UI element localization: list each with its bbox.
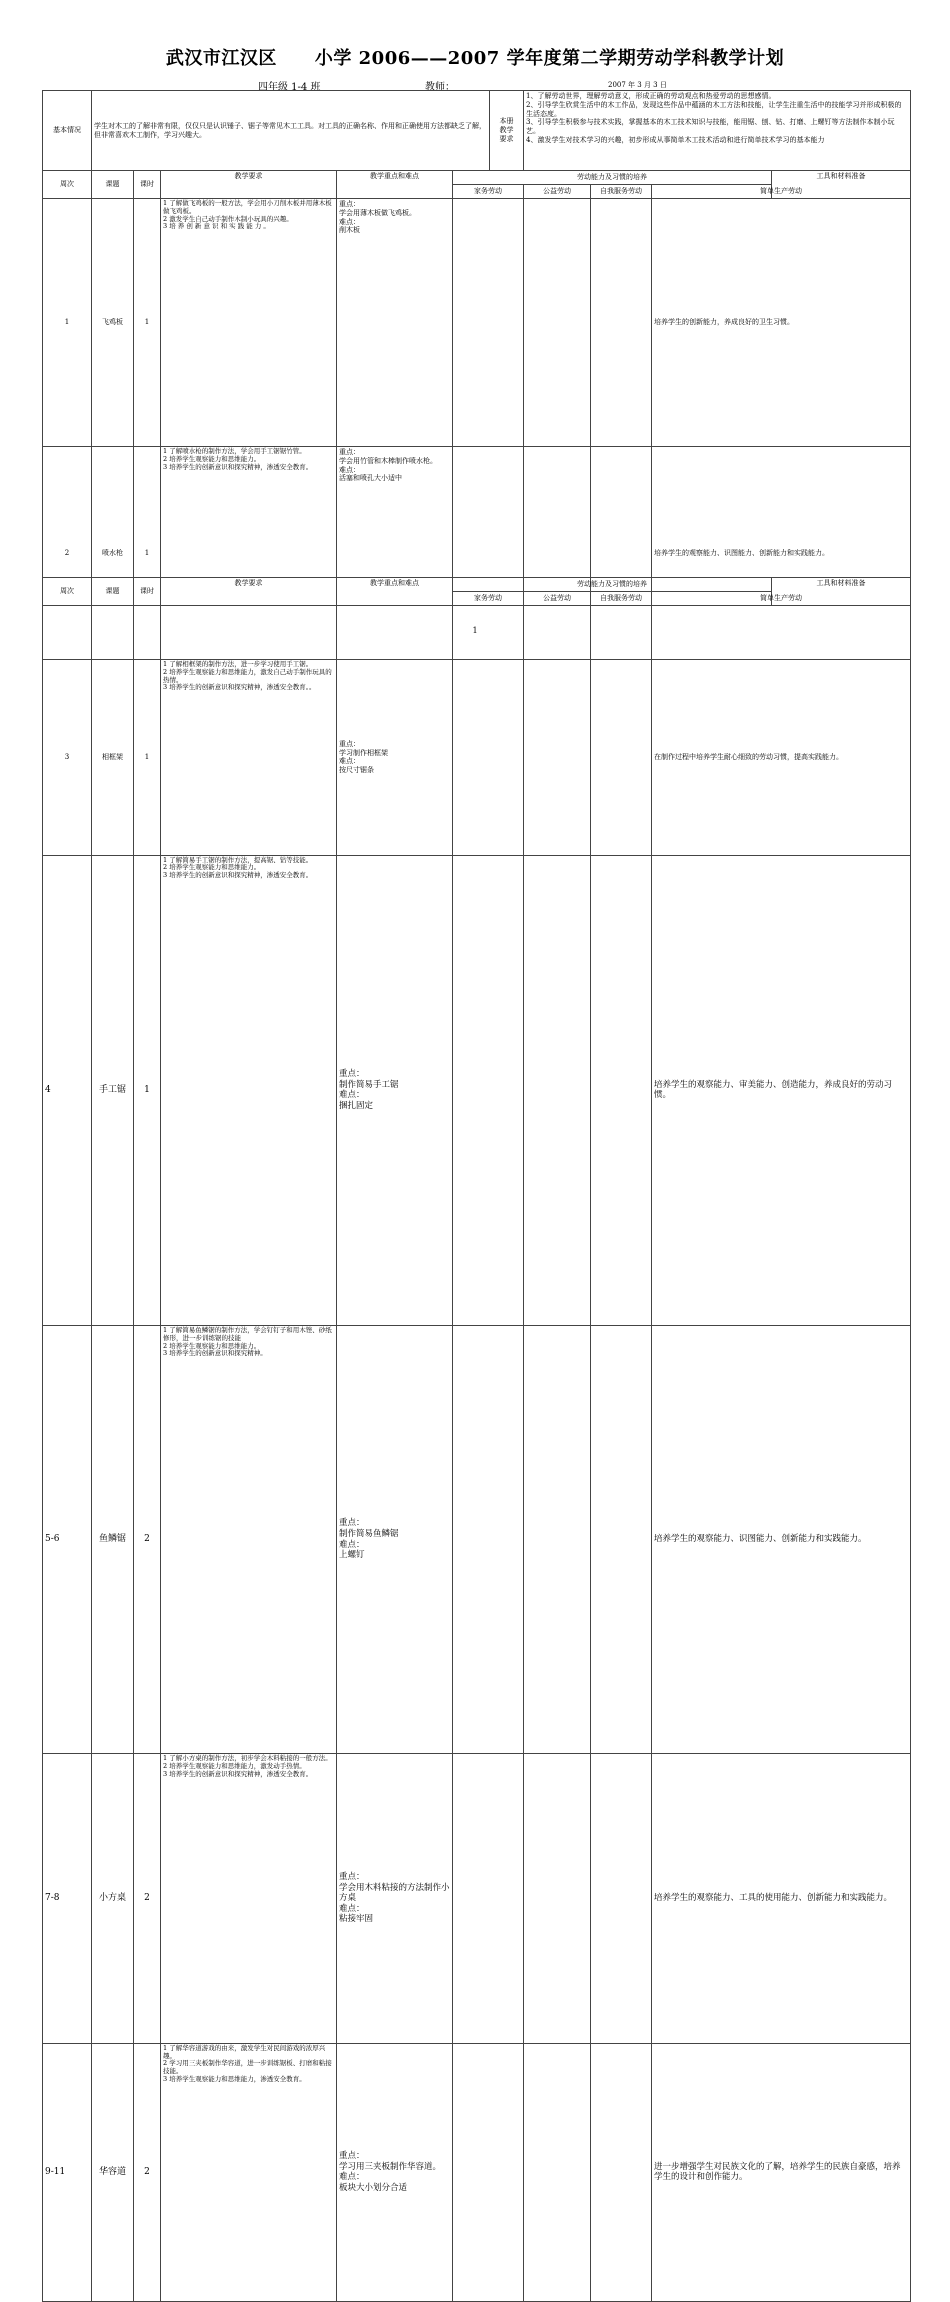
row-self-service bbox=[591, 660, 652, 856]
col-household: 家务劳动 bbox=[453, 592, 524, 606]
row-hours: 2 bbox=[134, 1754, 161, 2044]
row-public bbox=[524, 1754, 591, 2044]
col-key-points: 教学重点和难点 bbox=[337, 171, 453, 199]
row-topic: 鱼鳞锯 bbox=[92, 1326, 134, 1754]
row-household bbox=[453, 1754, 524, 2044]
row-public bbox=[524, 855, 591, 1326]
row-requirements: 1 了解简易鱼鳞锯的制作方法，学会钉钉子和用木锉、砂纸修形，进一步训练锯的技能 2 培养学生观察能力和思维能力。 3 培养学生的创新意识和探究精神。 bbox=[161, 1326, 337, 1754]
row-requirements: 1 了解华容道游戏的由来，激发学生对民间游戏的浓厚兴趣。 2 学习用三夹板制作华容道，进一步训练锯板、打磨和粘接技能。 3 培养学生观察能力和思维能力，渗透安全教育。 bbox=[161, 2043, 337, 2301]
row-week: 3 bbox=[43, 660, 92, 856]
row-self-service bbox=[591, 855, 652, 1326]
row-hours: 2 bbox=[134, 1326, 161, 1754]
col-tools: 工具和材料准备 bbox=[772, 171, 911, 199]
col-production: 简单生产劳动 bbox=[652, 592, 911, 606]
column-header-row bbox=[43, 578, 911, 592]
row-week: 5-6 bbox=[43, 1326, 92, 1754]
table-row bbox=[43, 199, 911, 447]
col-key-points: 教学重点和难点 bbox=[337, 578, 453, 606]
row-self-service bbox=[591, 1754, 652, 2044]
row-household bbox=[453, 855, 524, 1326]
row-self-service bbox=[591, 1326, 652, 1754]
repeated-header-table bbox=[42, 577, 910, 606]
document-title bbox=[0, 44, 950, 70]
row-topic: 手工锯 bbox=[92, 855, 134, 1326]
row-key-points: 重点： 制作简易手工锯 难点： 捆扎固定 bbox=[337, 855, 453, 1326]
col-requirements: 教学要求 bbox=[161, 171, 337, 199]
row-requirements: 1 了解简易手工锯的制作方法，提高锯、钻等技能。 2 培养学生观察能力和思维能力。 3 培养学生的创新意识和探究精神，渗透安全教育。 bbox=[161, 855, 337, 1326]
row-hours: 1 bbox=[134, 855, 161, 1326]
table-row bbox=[43, 855, 911, 1326]
basic-info-text: 学生对木工的了解非常有限，仅仅只是认识锤子、锯子等常见木工工具。对工具的正确名称、作用和正确使用方法都缺乏了解，但非常喜欢木工制作，学习兴趣大。 bbox=[92, 91, 490, 171]
row-week: 4 bbox=[43, 855, 92, 1326]
row-key-points: 重点： 学习用三夹板制作华容道。 难点： 板块大小划分合适 bbox=[337, 2043, 453, 2301]
table-row bbox=[43, 1326, 911, 1754]
row-production: 在制作过程中培养学生耐心细致的劳动习惯，提高实践能力。 bbox=[652, 660, 911, 856]
row-self-service bbox=[591, 2043, 652, 2301]
basic-info-label: 基本情况 bbox=[43, 91, 92, 171]
row-requirements: 1 了解相框架的制作方法，进一步学习使用手工锯。 2 培养学生观察能力和思维能力，激发自己动手制作玩具的热情。 3 培养学生的创新意识和探究精神，渗透安全教育。。 bbox=[161, 660, 337, 856]
col-ability: 劳动能力及习惯的培养 bbox=[453, 171, 772, 185]
requirements-text: 1、了解劳动世界，理解劳动意义，形成正确的劳动观点和热爱劳动的思想感情。 2、引导学生欣赏生活中的木工作品，发现这些作品中蕴涵的木工方法和技能，让学生注重生活中的技能学习并形成积极的生活态度。 3、引导学生积极参与技术实践，掌握基本的木工技术知识与技能，能用锯、刨、钻、打磨、上螺钉等方法制作本制小玩艺。 4、激发学生对技术学习的兴趣，初步形成从事简单木工技术活动和进行简单技术学习的基本能力 bbox=[524, 91, 911, 171]
plan-table bbox=[42, 90, 910, 2302]
grade-class: 四年级 1-4 班 bbox=[258, 82, 321, 93]
row-week: 7-8 bbox=[43, 1754, 92, 2044]
col-topic: 课题 bbox=[92, 578, 134, 606]
col-self-service: 自我服务劳动 bbox=[591, 592, 652, 606]
row-key-points: 重点： 学会用竹管和木棒制作喷水枪。 难点： 活塞和喷孔大小适中 bbox=[337, 447, 453, 660]
col-hours: 课时 bbox=[134, 578, 161, 606]
col-topic: 课题 bbox=[92, 171, 134, 199]
table-row bbox=[43, 660, 911, 856]
col-self-service: 自我服务劳动 bbox=[591, 185, 652, 199]
table-row bbox=[43, 2043, 911, 2301]
row-household bbox=[453, 660, 524, 856]
requirements-label: 本册 教学 要求 bbox=[490, 91, 524, 171]
title-plan: 小学 2006——2007 学年度第二学期劳动学科教学计划 bbox=[314, 48, 785, 69]
row-public bbox=[524, 2043, 591, 2301]
row-topic: 华容道 bbox=[92, 2043, 134, 2301]
row-key-points: 重点： 学会用木料粘接的方法制作小方桌 难点： 粘接牢固 bbox=[337, 1754, 453, 2044]
row-public bbox=[524, 199, 591, 447]
row-hours: 2 bbox=[134, 2043, 161, 2301]
row-hours: 1 bbox=[134, 199, 161, 447]
row-key-points: 重点： 学习制作相框架 难点： 按尺寸锯条 bbox=[337, 660, 453, 856]
row-week: 2 bbox=[43, 447, 92, 660]
plan-date: 2007 年 3 月 3 日 bbox=[608, 81, 667, 89]
row-hours: 1 bbox=[134, 447, 161, 660]
col-hours: 课时 bbox=[134, 171, 161, 199]
row-hours: 1 bbox=[134, 660, 161, 856]
row-week: 1 bbox=[43, 199, 92, 447]
col-requirements: 教学要求 bbox=[161, 578, 337, 606]
col-week: 周次 bbox=[43, 171, 92, 199]
col-public: 公益劳动 bbox=[524, 592, 591, 606]
row-requirements: 1 了解做飞鸡板的一般方法，学会用小刀削木板并用薄木板做飞鸡板。 2 激发学生自己动手制作木制小玩具的兴趣。 3 培 养 创 新 意 识 和 实 践 能 力 。 bbox=[161, 199, 337, 447]
row-key-points: 重点： 制作简易鱼鳞锯 难点： 上螺钉 bbox=[337, 1326, 453, 1754]
col-public: 公益劳动 bbox=[524, 185, 591, 199]
basic-info-row bbox=[43, 91, 911, 171]
row-requirements: 1 了解小方桌的制作方法，初步学会木料粘接的一般方法。 2 培养学生观察能力和思维能力，激发动手热情。 3 培养学生的创新意识和探究精神，渗透安全教育。 bbox=[161, 1754, 337, 2044]
row-production: 培养学生的创新能力，养成良好的卫生习惯。 bbox=[652, 199, 911, 447]
row-topic: 相框架 bbox=[92, 660, 134, 856]
row-topic: 小方桌 bbox=[92, 1754, 134, 2044]
row-key-points: 重点： 学会用薄木板做飞鸡板。 难点： 削木板 bbox=[337, 199, 453, 447]
teacher-label: 教师： bbox=[425, 82, 455, 93]
row-production: 培养学生的观察能力、审美能力、创造能力，养成良好的劳动习惯。 bbox=[652, 855, 911, 1326]
row-production: 培养学生的观察能力、识图能力、创新能力和实践能力。 bbox=[652, 447, 911, 660]
row-public bbox=[524, 1326, 591, 1754]
row-week: 9-11 bbox=[43, 2043, 92, 2301]
title-district: 武汉市江汉区 bbox=[165, 48, 277, 69]
col-tools: 工具和材料准备 bbox=[772, 578, 911, 606]
row-requirements: 1 了解喷水枪的制作方法，学会用手工锯锯竹管。 2 培养学生观察能力和思维能力。 3 培养学生的创新意识和探究精神，渗透安全教育。 bbox=[161, 447, 337, 660]
col-week: 周次 bbox=[43, 578, 92, 606]
row-topic: 喷水枪 bbox=[92, 447, 134, 660]
row-household bbox=[453, 199, 524, 447]
row-topic: 飞鸡板 bbox=[92, 199, 134, 447]
column-header-row bbox=[43, 171, 911, 185]
row-production: 培养学生的观察能力、工具的使用能力、创新能力和实践能力。 bbox=[652, 1754, 911, 2044]
row-production: 进一步增强学生对民族文化的了解，培养学生的民族自豪感，培养学生的设计和创作能力。 bbox=[652, 2043, 911, 2301]
row-production: 培养学生的观察能力、识图能力、创新能力和实践能力。 bbox=[652, 1326, 911, 1754]
col-household: 家务劳动 bbox=[453, 185, 524, 199]
row-household bbox=[453, 2043, 524, 2301]
row-self-service bbox=[591, 199, 652, 447]
page-number: 1 bbox=[472, 626, 478, 635]
col-ability: 劳动能力及习惯的培养 bbox=[453, 578, 772, 592]
table-row bbox=[43, 1754, 911, 2044]
row-household bbox=[453, 1326, 524, 1754]
col-production: 简单生产劳动 bbox=[652, 185, 911, 199]
row-public bbox=[524, 660, 591, 856]
